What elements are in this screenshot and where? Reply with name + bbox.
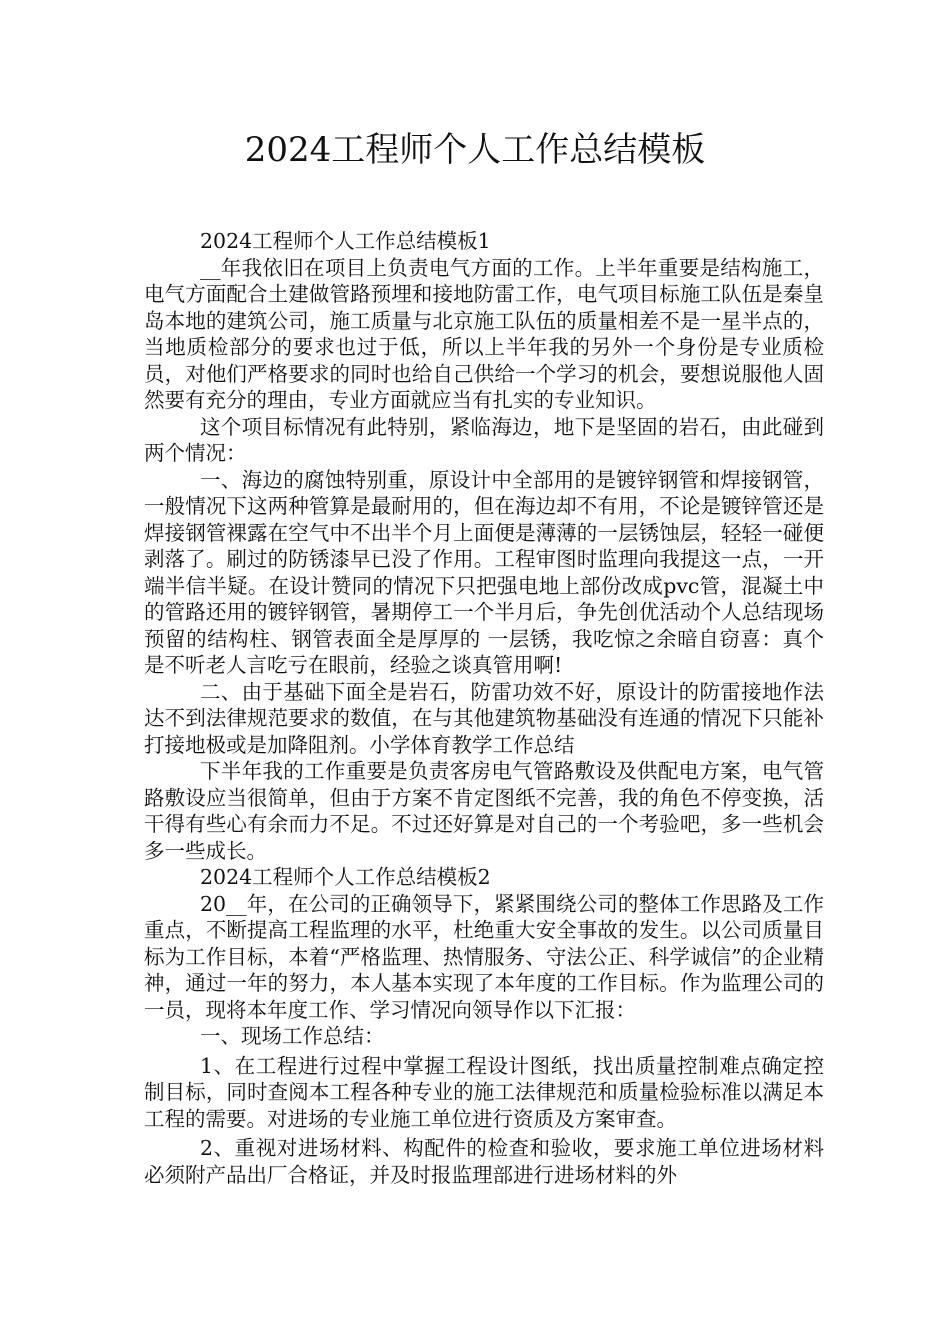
document-title: 2024工程师个人工作总结模板 xyxy=(244,130,706,170)
section-heading-2: 2024工程师个人工作总结模板2 xyxy=(200,865,491,889)
paragraph: 二、由于基础下面全是岩石，防雷功效不好，原设计的防雷接地作法达不到法律规范要求的数值，在与其他建筑物基础没有连通的情况下只能补打接地极或是加降阻剂。小学体育教学工作总结 xyxy=(144,679,824,757)
subsection-heading: 一、现场工作总结： xyxy=(200,1024,385,1048)
paragraph: 1、在工程进行过程中掌握工程设计图纸，找出质量控制难点确定控制目标，同时查阅本工程各种专业的施工法律规范和质量检验标准以满足本工程的需要。对进场的专业施工单位进行资质及方案审查。 xyxy=(144,1053,824,1131)
paragraph: 这个项目标情况有此特别，紧临海边，地下是坚固的岩石，由此碰到两个情况： xyxy=(144,414,824,465)
paragraph: __年我依旧在项目上负责电气方面的工作。上半年重要是结构施工，电气方面配合土建做管路预埋和接地防雷工作，电气项目标施工队伍是秦皇岛本地的建筑公司，施工质量与北京施工队伍的质量相差不是一星半点的，当地质检部分的要求也过于低，所以上半年我的另外一个身份是专业质检员，对他们严格要求的同时也给自己供给一个学习的机会，要想说服他人固然要有充分的理由，专业方面就应当有扎实的专业知识。 xyxy=(144,255,824,412)
paragraph: 20__年，在公司的正确领导下，紧紧围绕公司的整体工作思路及工作重点，不断提高工程监理的水平，杜绝重大安全事故的发生。以公司质量目标为工作目标，本着“严格监理、热情服务、守法公正、科学诚信”的企业精神，通过一年的努力，本人基本实现了本年度的工作目标。作为监理公司的一员，现将本年度工作、学习情况向领导作以下汇报： xyxy=(144,891,824,1022)
section-heading-1: 2024工程师个人工作总结模板1 xyxy=(200,229,491,253)
paragraph: 一、海边的腐蚀特别重，原设计中全部用的是镀锌钢管和焊接钢管，一般情况下这两种管算是最耐用的，但在海边却不有用，不论是镀锌管还是焊接钢管裸露在空气中不出半个月上面便是薄薄的一层锈蚀层，轻轻一碰便剥落了。刷过的防锈漆早已没了作用。工程审图时监理向我提这一点，一开端半信半疑。在设计赞同的情况下只把强电地上部份改成pvc管，混凝土中的管路还用的镀锌钢管，暑期停工一个半月后，争先创优活动个人总结现场预留的结构柱、钢管表面全是厚厚的 一层锈，我吃惊之余暗自窃喜：真个是不听老人言吃亏在眼前，经验之谈真管用啊! xyxy=(144,467,824,677)
paragraph: 下半年我的工作重要是负责客房电气管路敷设及供配电方案，电气管路敷设应当很简单，但由于方案不肯定图纸不完善，我的角色不停变换，活干得有些心有余而力不足。不过还好算是对自己的一个考验吧，多一些机会多一些成长。 xyxy=(144,759,824,863)
paragraph: 2、重视对进场材料、构配件的检查和验收，要求施工单位进场材料必须附产品出厂合格证，并及时报监理部进行进场材料的外 xyxy=(144,1136,824,1187)
document-body xyxy=(144,228,824,1188)
